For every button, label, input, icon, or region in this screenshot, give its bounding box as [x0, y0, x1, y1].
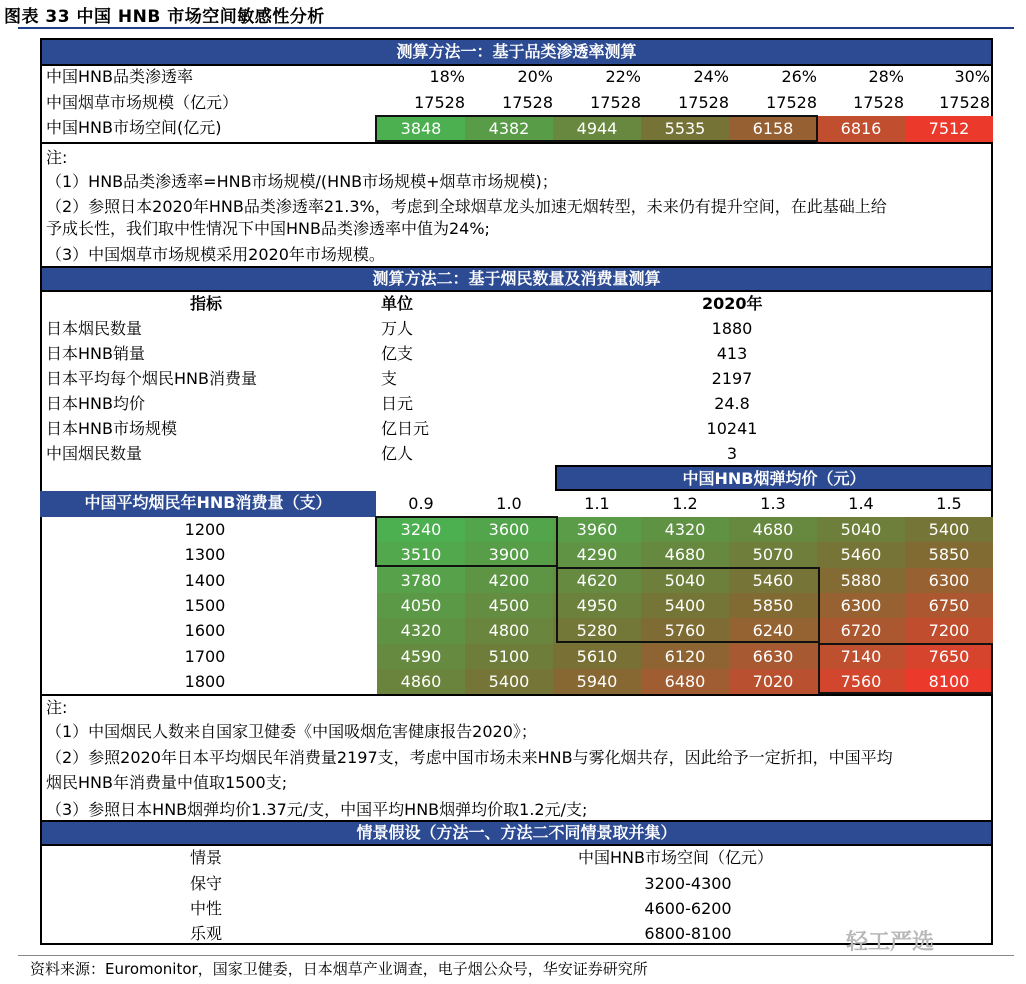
matrix-cell: 5280: [553, 618, 641, 644]
indicator-name: 日本HNB销量: [46, 344, 145, 363]
matrix-cell: 6300: [817, 593, 905, 619]
matrix-cell: 4680: [641, 542, 729, 568]
method2-note-line: （1）中国烟民人数来自国家卫健委《中国吸烟危害健康报告2020》；: [46, 722, 537, 741]
matrix-cell: 5940: [553, 669, 641, 695]
watermark: 轻工严选: [846, 930, 935, 955]
method1-cell: 20%: [517, 67, 553, 86]
consumption-label: 1300: [184, 545, 226, 565]
matrix-cell: 4620: [553, 568, 641, 594]
scenario-name: 乐观: [190, 924, 223, 943]
method2-header-year: 2020年: [702, 294, 763, 313]
matrix-cell: 5850: [905, 542, 993, 568]
matrix-cell: 3960: [553, 517, 641, 543]
consumption-label: 1800: [184, 671, 226, 691]
method1-cell: 17528: [766, 93, 817, 112]
method1-cell: 28%: [868, 67, 904, 86]
method1-space-cell: 4944: [553, 116, 641, 142]
method1-cell: 24%: [693, 67, 729, 86]
matrix-cell: 5460: [729, 568, 817, 594]
matrix-cell: 4590: [377, 644, 465, 670]
matrix-cell: 4950: [553, 593, 641, 619]
matrix-cell: 3600: [465, 517, 553, 543]
indicator-name: 日本HNB均价: [46, 394, 145, 413]
method2-note-line: 烟民HNB年消费量中值取1500支;: [46, 773, 288, 792]
consumption-label: 1200: [184, 520, 226, 539]
indicator-value: 10241: [706, 419, 758, 438]
scenario-range: 6800-8100: [644, 924, 732, 943]
method1-note-line: 予成长性，我们取中性情况下中国HNB品类渗透率中值为24%;: [46, 219, 490, 238]
price-label: 1.4: [848, 494, 874, 513]
method1-note-line: （3）中国烟草市场规模采用2020年市场规模。: [46, 245, 385, 264]
matrix-cell: 6300: [905, 568, 993, 594]
method1-divider: [40, 142, 993, 144]
matrix-cell: 3510: [377, 542, 465, 568]
indicator-value: 3: [726, 444, 738, 463]
source-rule: [18, 955, 1014, 956]
scenario-name: 保守: [190, 874, 223, 893]
indicator-unit: 亿日元: [381, 419, 430, 438]
method1-note-line: 注:: [46, 148, 68, 167]
price-label: 1.3: [760, 494, 786, 513]
matrix-cell: 5880: [817, 568, 905, 594]
matrix-cell: 7020: [729, 669, 817, 695]
indicator-unit: 万人: [381, 319, 414, 338]
matrix-cell: 5760: [641, 618, 729, 644]
scenario-name: 中性: [190, 899, 223, 918]
matrix-cell: 5400: [641, 593, 729, 619]
method1-cell: 26%: [781, 67, 817, 86]
matrix-cell: 4320: [377, 618, 465, 644]
method1-cell: 18%: [429, 67, 465, 86]
scenario-header-space: 中国HNB市场空间（亿元）: [578, 848, 773, 867]
indicator-unit: 亿人: [381, 444, 414, 463]
scenario-header-name: 情景: [190, 848, 223, 867]
method1-space-cell: 4382: [465, 116, 553, 142]
matrix-cell: 4050: [377, 593, 465, 619]
scenario-range: 4600-6200: [644, 899, 732, 918]
matrix-cell: 4800: [465, 618, 553, 644]
matrix-cell: 4320: [641, 517, 729, 543]
method1-cell: 17528: [590, 93, 641, 112]
method1-cell: 17528: [414, 93, 465, 112]
indicator-name: 日本烟民数量: [46, 319, 143, 338]
method2-header-indicator: 指标: [190, 294, 223, 313]
matrix-cell: 5400: [465, 669, 553, 695]
matrix-cell: 4680: [729, 517, 817, 543]
price-label: 1.5: [936, 494, 962, 513]
method1-title-bar: [40, 38, 993, 66]
method2-note-line: （3）参照日本HNB烟弹均价1.37元/支，中国平均HNB烟弹均价取1.2元/支;: [46, 800, 588, 819]
indicator-name: 日本平均每个烟民HNB消费量: [46, 369, 257, 388]
matrix-cell: 5040: [817, 517, 905, 543]
matrix-cell: 5400: [905, 517, 993, 543]
indicator-value: 1880: [711, 319, 753, 338]
consumption-label: 1600: [184, 621, 226, 641]
method2-title-bar: [40, 266, 993, 292]
price-header: 中国HNB烟弹均价（元）: [682, 469, 866, 488]
price-label: 1.1: [584, 494, 610, 513]
scenario-title: 情景假设（方法一、方法二不同情景取并集）: [356, 823, 677, 842]
method2-note-line: 注:: [46, 698, 68, 717]
figure-title: 图表 33 中国 HNB 市场空间敏感性分析: [4, 7, 325, 27]
indicator-value: 2197: [711, 369, 753, 388]
matrix-cell: 8100: [905, 669, 993, 695]
matrix-cell: 3900: [465, 542, 553, 568]
method1-cell: 17528: [502, 93, 553, 112]
matrix-cell: 5070: [729, 542, 817, 568]
matrix-cell: 5850: [729, 593, 817, 619]
method1-note-line: （1）HNB品类渗透率=HNB市场规模/(HNB市场规模+烟草市场规模)；: [46, 172, 558, 191]
matrix-cell: 7560: [817, 669, 905, 695]
consumption-label: 1500: [184, 595, 226, 615]
method2-note-line: （2）参照2020年日本平均烟民年消费量2197支，考虑中国市场未来HNB与雾化烟共存，因此给予一定折扣，中国平均: [46, 748, 893, 767]
method2-title: 测算方法二：基于烟民数量及消费量测算: [372, 269, 661, 288]
method1-space-cell: 6816: [817, 116, 905, 142]
matrix-cell: 7200: [905, 618, 993, 644]
consumption-header: 中国平均烟民年HNB消费量（支）: [84, 493, 332, 512]
matrix-cell: 5100: [465, 644, 553, 670]
consumption-label: 1400: [184, 570, 226, 590]
matrix-cell: 5460: [817, 542, 905, 568]
matrix-cell: 6480: [641, 669, 729, 695]
matrix-cell: 4860: [377, 669, 465, 695]
consumption-label: 1700: [184, 646, 226, 666]
matrix-cell: 3780: [377, 568, 465, 594]
matrix-cell: 5610: [553, 644, 641, 670]
consumption-header-bar: [40, 491, 376, 517]
indicator-unit: 亿支: [381, 344, 414, 363]
indicator-name: 中国烟民数量: [46, 444, 143, 463]
scenario-range: 3200-4300: [644, 874, 732, 893]
matrix-cell: 7140: [817, 644, 905, 670]
price-label: 0.9: [408, 494, 434, 513]
method1-row-label: 中国HNB品类渗透率: [46, 67, 193, 86]
matrix-cell: 4200: [465, 568, 553, 594]
matrix-cell: 6240: [729, 618, 817, 644]
matrix-cell: 3240: [377, 517, 465, 543]
matrix-divider: [40, 694, 993, 696]
method1-space-cell: 6158: [729, 116, 817, 142]
indicator-value: 24.8: [714, 394, 750, 413]
method1-cell: 17528: [853, 93, 904, 112]
source-text: 资料来源：Euromonitor，国家卫健委，日本烟草产业调查，电子烟公众号，华安证券研究所: [30, 960, 648, 978]
method1-cell: 30%: [954, 67, 990, 86]
price-label: 1.2: [672, 494, 698, 513]
matrix-cell: 4500: [465, 593, 553, 619]
method1-note-line: （2）参照日本2020年HNB品类渗透率21.3%，考虑到全球烟草龙头加速无烟转型，未来仍有提升空间，在此基础上给: [46, 197, 887, 216]
method1-row-label: 中国烟草市场规模（亿元）: [46, 93, 239, 112]
matrix-cell: 6120: [641, 644, 729, 670]
method1-title: 测算方法一：基于品类渗透率测算: [396, 42, 637, 61]
method2-header-unit: 单位: [381, 294, 414, 313]
indicator-value: 413: [716, 344, 748, 363]
method1-space-cell: 7512: [905, 116, 993, 142]
matrix-cell: 4290: [553, 542, 641, 568]
matrix-cell: 6630: [729, 644, 817, 670]
price-label: 1.0: [496, 494, 522, 513]
method1-cell: 17528: [678, 93, 729, 112]
method1-space-cell: 5535: [641, 116, 729, 142]
method1-cell: 22%: [605, 67, 641, 86]
matrix-cell: 6750: [905, 593, 993, 619]
title-rule: [18, 27, 1014, 29]
price-header-bar: [555, 465, 993, 491]
method1-space-cell: 3848: [377, 116, 465, 142]
matrix-cell: 5040: [641, 568, 729, 594]
matrix-cell: 7650: [905, 644, 993, 670]
method1-cell: 17528: [939, 93, 990, 112]
scenario-title-bar: [40, 820, 993, 846]
indicator-unit: 日元: [381, 394, 414, 413]
indicator-name: 日本HNB市场规模: [46, 419, 177, 438]
method1-row-label: 中国HNB市场空间(亿元): [46, 118, 222, 137]
matrix-cell: 6720: [817, 618, 905, 644]
indicator-unit: 支: [381, 369, 398, 388]
